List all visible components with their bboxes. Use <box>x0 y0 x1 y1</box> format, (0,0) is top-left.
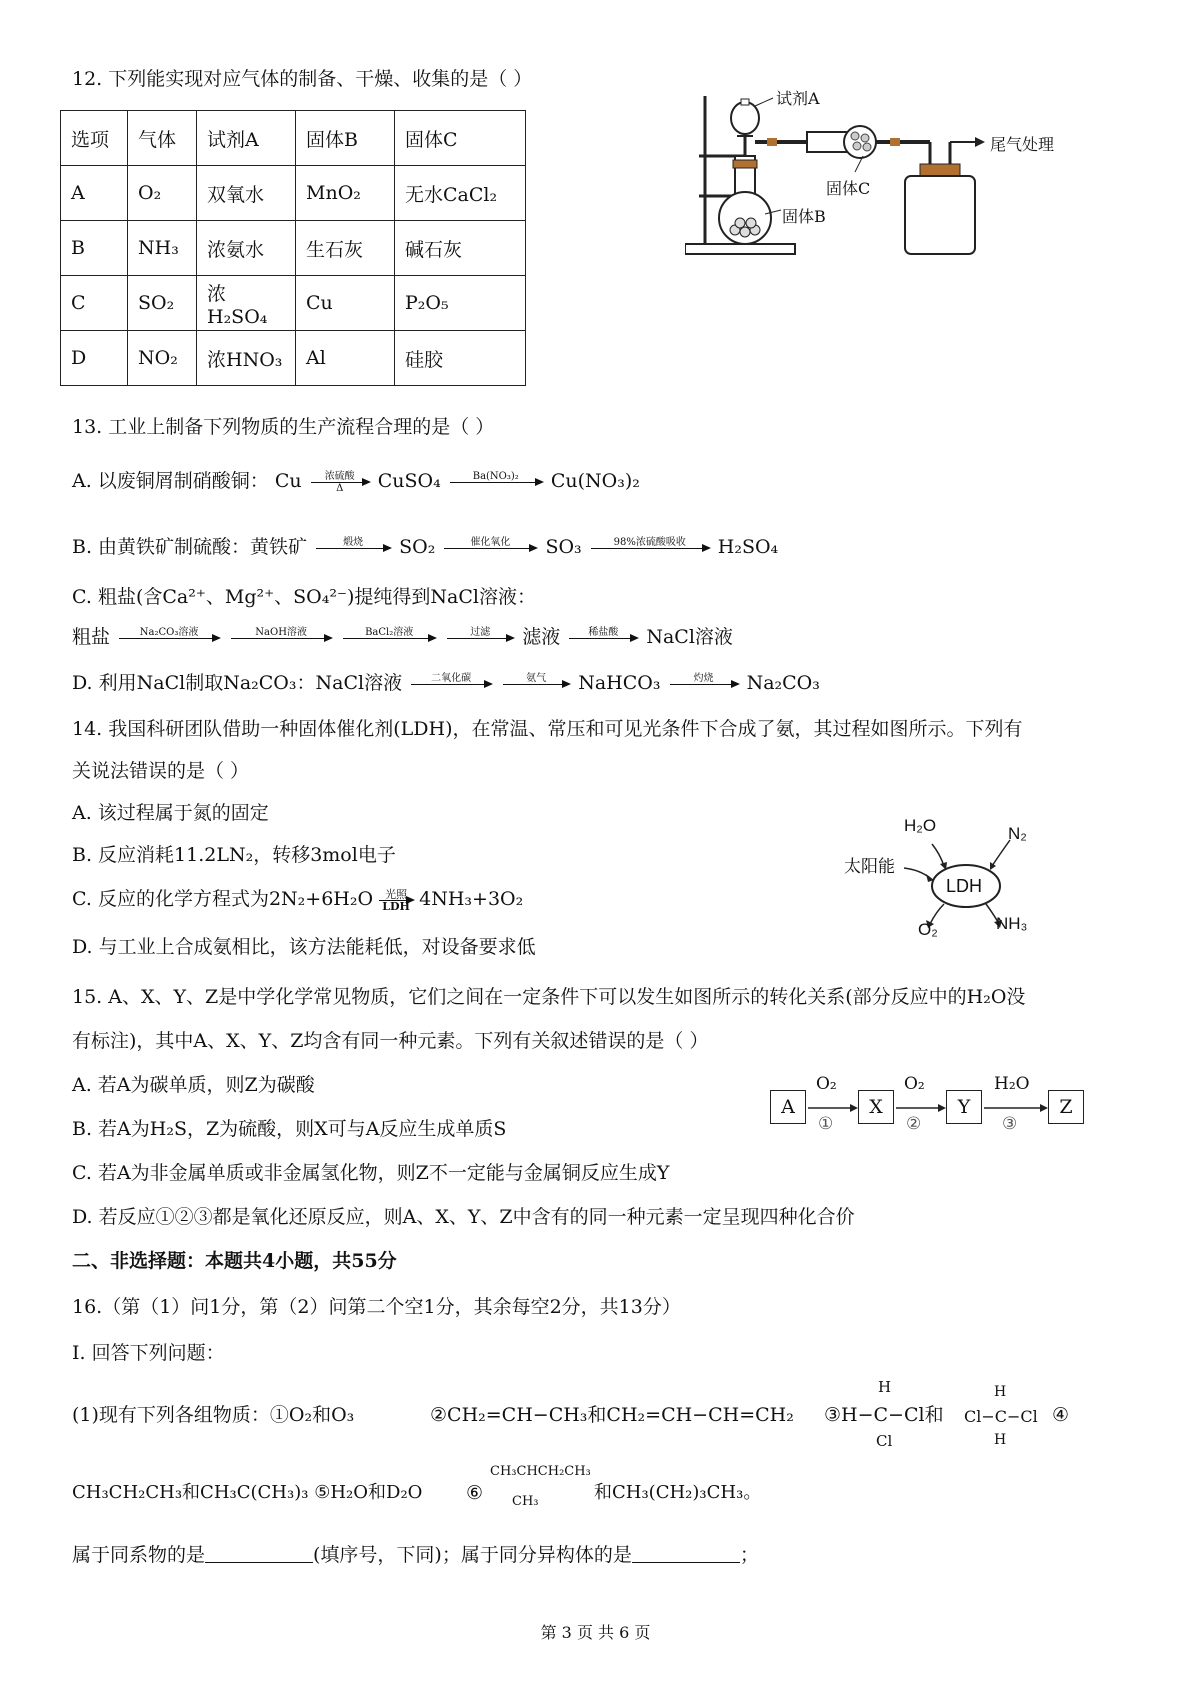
table-cell: 无水CaCl₂ <box>395 166 526 221</box>
n2-label: N₂ <box>1008 824 1027 843</box>
flow-arrow <box>411 673 491 696</box>
table-cell: 碱石灰 <box>395 221 526 276</box>
flow-arrow <box>316 537 390 560</box>
option-text: B. 由黄铁矿制硫酸：黄铁矿 <box>72 536 308 558</box>
step-number: ③ <box>1002 1114 1018 1134</box>
answer-blank[interactable] <box>205 1544 313 1563</box>
flow-arrow <box>311 471 369 494</box>
table-header-cell: 选项 <box>61 111 128 166</box>
q1-group-6-top: CH₃CHCH₂CH₃ <box>490 1464 591 1479</box>
q14-stem-line2: 关说法错误的是（ ） <box>72 760 250 782</box>
section-heading: 二、非选择题：本题共4小题，共55分 <box>72 1250 397 1272</box>
flow-node: 粗盐 <box>72 626 111 648</box>
q1-group-2: ②CH₂=CH−CH₃和CH₂=CH−CH=CH₂ <box>430 1404 794 1426</box>
q15-option-c: C. 若A为非金属单质或非金属氢化物，则Z不一定能与金属铜反应生成Y <box>72 1162 670 1184</box>
q1-group-3b-bottom-h: H <box>994 1432 1007 1448</box>
flow-arrow <box>569 627 637 650</box>
q1-group-6-bottom: CH₃ <box>512 1494 539 1509</box>
flow-box: X <box>858 1090 894 1124</box>
q1-group-3-h: H <box>878 1378 892 1396</box>
q1-group-3-cl: Cl <box>876 1432 893 1450</box>
table-cell: SO₂ <box>128 276 197 331</box>
q15-option-d: D. 若反应①②③都是氧化还原反应，则A、X、Y、Z中含有的同一种元素一定呈现四种化合价 <box>72 1206 855 1228</box>
table-header-cell: 气体 <box>128 111 197 166</box>
arrow-label: 稀盐酸 <box>588 626 619 638</box>
arrow-label: 煅烧 <box>343 536 364 548</box>
arrow-label: 催化氧化 <box>470 536 511 548</box>
q16-q1-line2 <box>72 1478 422 1508</box>
table-row <box>61 221 526 276</box>
q14-stem-line1: 14. 我国科研团队借助一种固体催化剂(LDH)，在常温、常压和可见光条件下合成了氨，其过程如图所示。下列有 <box>72 718 1023 740</box>
table-cell: D <box>61 331 128 386</box>
option-text: C. 反应的化学方程式为2N₂+6H₂O <box>72 888 374 910</box>
flow-arrow <box>670 673 738 696</box>
arrow-label: BaCl₂溶液 <box>365 626 414 638</box>
table-header-cell: 固体C <box>395 111 526 166</box>
q16-part1: I. 回答下列问题： <box>72 1342 225 1364</box>
table-cell: A <box>61 166 128 221</box>
flow-node: Cu(NO₃)₂ <box>550 470 640 492</box>
q1-group-4-mark: ④ <box>1052 1404 1070 1426</box>
condition-top: 光照 <box>385 887 408 901</box>
ask-text: 属于同系物的是 <box>72 1544 206 1566</box>
option-text: A. 以废铜屑制硝酸铜： <box>72 470 269 492</box>
q14-option-d: D. 与工业上合成氨相比，该方法能耗低，对设备要求低 <box>72 936 536 958</box>
table-header-cell: 试剂A <box>197 111 296 166</box>
flow-node: 滤液 <box>522 626 561 648</box>
page-footer: 第 3 页 共 6 页 <box>540 1623 651 1642</box>
table-cell: 双氧水 <box>197 166 296 221</box>
q12-stem: 12. 下列能实现对应气体的制备、干燥、收集的是（ ） <box>72 68 533 90</box>
table-cell: 浓HNO₃ <box>197 331 296 386</box>
ask-text: (填序号，下同)；属于同分异构体的是 <box>313 1544 632 1566</box>
q15-option-b: B. 若A为H₂S，Z为硫酸，则X可与A反应生成单质S <box>72 1118 507 1140</box>
q1-group-6-mark: ⑥ <box>466 1482 484 1504</box>
flow-node: NaCl溶液 <box>646 626 733 648</box>
gas-apparatus-diagram <box>685 96 1105 266</box>
q13-option-b <box>72 532 778 562</box>
tail-gas-label: 尾气处理 <box>990 135 1055 154</box>
q15-stem-line1: 15. A、X、Y、Z是中学化学常见物质，它们之间在一定条件下可以发生如图所示的转化关系(部分反应中的H₂O没 <box>72 986 1026 1008</box>
step-number: ① <box>818 1114 834 1134</box>
h2o-label: H₂O <box>904 816 937 835</box>
q1-group-1: (1)现有下列各组物质：①O₂和O₃ <box>72 1404 355 1426</box>
table-cell: Cu <box>296 276 395 331</box>
flow-arrow <box>231 627 331 650</box>
o2-label: O₂ <box>918 920 938 939</box>
table-cell: MnO₂ <box>296 166 395 221</box>
arrow-label: 氨气 <box>526 672 547 684</box>
arrow-label: Na₂CO₃溶液 <box>139 626 199 638</box>
table-row <box>61 166 526 221</box>
solid-c-label: 固体C <box>826 179 871 198</box>
table-row <box>61 276 526 331</box>
arrow-sublabel: Δ <box>336 482 344 494</box>
flow-box: Z <box>1048 1090 1084 1124</box>
answer-blank[interactable] <box>632 1544 740 1563</box>
flow-node: H₂SO₄ <box>717 536 779 558</box>
flow-arrow <box>450 471 542 494</box>
arrow-reagent: O₂ <box>816 1074 837 1094</box>
arrow-reagent: O₂ <box>904 1074 925 1094</box>
flow-arrow <box>591 537 709 560</box>
table-row <box>61 331 526 386</box>
flow-node: NaHCO₃ <box>578 672 661 694</box>
flow-box: Y <box>946 1090 982 1124</box>
q16-stem: 16.（第（1）问1分，第（2）问第二个空1分，其余每空2分，共13分） <box>72 1296 681 1318</box>
arrow-reagent: H₂O <box>994 1074 1030 1094</box>
q14-option-a: A. 该过程属于氮的固定 <box>72 802 269 824</box>
equation-products: 4NH₃+3O₂ <box>419 888 524 910</box>
option-text: D. 利用NaCl制取Na₂CO₃：NaCl溶液 <box>72 672 403 694</box>
flow-arrow <box>503 673 569 696</box>
flow-arrow <box>444 537 536 560</box>
step-number: ② <box>906 1114 922 1134</box>
table-cell: B <box>61 221 128 276</box>
condition-bottom: LDH <box>382 899 410 913</box>
q1-group-6-post: 和CH₃(CH₂)₃CH₃。 <box>594 1482 762 1503</box>
table-cell: NO₂ <box>128 331 197 386</box>
q1-group-4: CH₃CH₂CH₃和CH₃C(CH₃)₃ <box>72 1482 309 1503</box>
q13-option-d <box>72 668 820 698</box>
q16-q1-line1 <box>72 1400 354 1430</box>
table-cell: 浓H₂SO₄ <box>197 276 296 331</box>
q14-option-c <box>72 884 523 914</box>
table-cell: O₂ <box>128 166 197 221</box>
flow-node: CuSO₄ <box>377 470 441 492</box>
table-header-cell: 固体B <box>296 111 395 166</box>
arrow-label: Ba(NO₃)₂ <box>472 470 519 482</box>
q13-stem: 13. 工业上制备下列物质的生产流程合理的是（ ） <box>72 416 495 438</box>
flow-box: A <box>770 1090 806 1124</box>
flow-arrow <box>447 627 513 650</box>
flow-arrow <box>343 627 435 650</box>
table-cell: NH₃ <box>128 221 197 276</box>
flow-node: SO₃ <box>545 536 582 558</box>
q15-stem-line2: 有标注)，其中A、X、Y、Z均含有同一种元素。下列有关叙述错误的是（ ） <box>72 1030 709 1052</box>
nh3-label: NH₃ <box>996 914 1028 933</box>
q13-option-c-flow <box>72 622 733 652</box>
q1-group-3a: ③H−C−Cl和 <box>824 1404 944 1426</box>
ask-text: ； <box>739 1544 759 1566</box>
solar-energy-label: 太阳能 <box>844 857 895 877</box>
table-header-row <box>61 111 526 166</box>
arrow-label: 二氧化碳 <box>431 672 472 684</box>
table-cell: C <box>61 276 128 331</box>
q15-option-a: A. 若A为碳单质，则Z为碳酸 <box>72 1074 315 1096</box>
q16-q1-ask <box>72 1540 759 1570</box>
q12-options-table <box>60 110 526 386</box>
table-cell: 生石灰 <box>296 221 395 276</box>
arrow-label: 浓硫酸 <box>324 470 355 482</box>
arrow-label: NaOH溶液 <box>255 626 307 638</box>
arrow-label: 过滤 <box>470 626 491 638</box>
solid-b-label: 固体B <box>782 207 826 226</box>
reagent-a-label: 试剂A <box>776 89 820 108</box>
flow-node: Cu <box>274 470 302 492</box>
equation-condition <box>379 889 413 912</box>
table-cell: 硅胶 <box>395 331 526 386</box>
q1-group-3b-top-h: H <box>994 1384 1007 1400</box>
q14-option-b: B. 反应消耗11.2LN₂，转移3mol电子 <box>72 844 396 866</box>
flow-node: SO₂ <box>399 536 436 558</box>
q1-group-5: ⑤H₂O和D₂O <box>314 1482 423 1503</box>
arrow-label: 灼烧 <box>693 672 714 684</box>
table-cell: 浓氨水 <box>197 221 296 276</box>
arrow-label: 98%浓硫酸吸收 <box>613 536 686 548</box>
q13-option-a <box>72 466 640 496</box>
table-cell: Al <box>296 331 395 386</box>
table-cell: P₂O₅ <box>395 276 526 331</box>
q13-option-c: C. 粗盐(含Ca²⁺、Mg²⁺、SO₄²⁻)提纯得到NaCl溶液： <box>72 586 536 608</box>
q1-group-3b: Cl−C−Cl <box>964 1407 1038 1426</box>
ldh-label: LDH <box>946 876 983 896</box>
flow-node: Na₂CO₃ <box>746 672 820 694</box>
flow-arrow <box>119 627 219 650</box>
